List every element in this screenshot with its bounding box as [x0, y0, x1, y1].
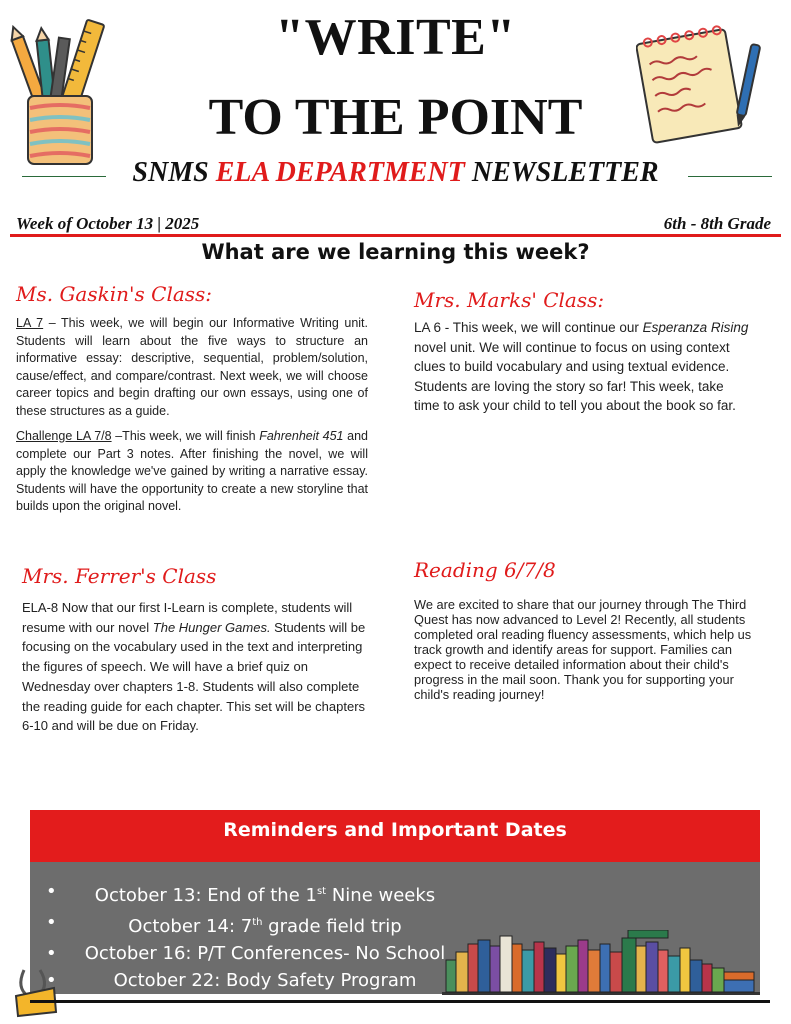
ferrer-book-title: The Hunger Games.	[152, 619, 271, 635]
gaskin-paragraph-1	[16, 315, 368, 420]
grade-range: 6th - 8th Grade	[663, 214, 771, 233]
challenge-text-a: –This week, we will finish	[111, 429, 260, 443]
right-decor-rule	[688, 176, 772, 177]
reminder-item: • October 22: Body Safety Program	[46, 967, 466, 994]
marks-text-b: novel unit. We will continue to focus on using context clues to build vocabulary and using textual evidence. Students are loving the story so far! This week, take time to ask your child to tell you about the book so far.	[414, 339, 736, 413]
footer-rule	[30, 1000, 770, 1003]
reminder-item: • October 13: End of the 1st Nine weeks	[46, 878, 466, 909]
newsletter-title-line1: "WRITE"	[275, 9, 516, 66]
binder-clip-icon	[10, 966, 60, 1018]
reminders-heading: Reminders and Important Dates	[30, 810, 760, 862]
challenge-label: Challenge LA 7/8	[16, 429, 112, 443]
challenge-book-title: Fahrenheit 451	[259, 429, 344, 443]
marks-text-a: LA 6 - This week, we will continue our	[414, 320, 643, 335]
subtitle-newsletter: NEWSLETTER	[471, 157, 659, 188]
la7-text: – This week, we will begin our Informative Writing unit. Students will learn about the five ways to structure an informative essay: descriptive, sequential, problem/solution, cause/effect, and compare/contrast. Next week, we will choose career topics and begin drafting our own essays, using one of these structures as a guide.	[16, 316, 368, 418]
gaskin-paragraph-2	[16, 428, 368, 516]
la7-label: LA 7	[16, 316, 44, 330]
challenge-text-b: and complete our Part 3 notes. After finishing the novel, we will apply the knowledge we've gained by writing a narrative essay. Students will have the opportunity to create a new storyline that builds upon the original novel.	[16, 429, 368, 513]
section-question: What are we learning this week?	[201, 240, 590, 264]
marks-book-title: Esperanza Rising	[642, 320, 749, 335]
newsletter-title-line2: TO THE POINT	[208, 89, 583, 146]
ferrer-text-a: ELA-8 Now that our first I-Learn is complete, students will resume with our novel	[22, 600, 353, 635]
week-date: Week of October 13 | 2025	[16, 214, 200, 233]
subtitle-school: SNMS	[132, 157, 209, 188]
marks-heading: Mrs. Marks' Class:	[414, 288, 605, 312]
ferrer-heading: Mrs. Ferrer's Class	[22, 564, 217, 588]
marks-paragraph	[414, 318, 750, 416]
gaskin-heading: Ms. Gaskin's Class:	[16, 282, 213, 306]
newsletter-subtitle	[0, 156, 791, 190]
reminder-item: • October 14: 7th grade field trip	[46, 909, 466, 940]
bookshelf-icon	[442, 930, 760, 996]
ferrer-text-b: Students will be focusing on the vocabulary used in the text and interpreting the figures of speech. We will have a brief quiz on Wednesday over chapters 1-8. Students will also complete the reading guide for each chapter. This set will be chapters 6-10 and will be due on Friday.	[22, 619, 366, 734]
subtitle-department: ELA DEPARTMENT	[215, 157, 465, 188]
left-decor-rule	[22, 176, 106, 177]
reading-paragraph: We are excited to share that our journey through The Third Quest has now advanced to Level 2! Recently, all students completed oral reading fluency assessments, which help us track growth and identify areas for support. Families can expect to receive detailed information about their child's progress in the mail soon. Thank you for supporting your child's reading journey!	[414, 597, 752, 702]
header-divider	[10, 234, 781, 237]
reminder-item: • October 16: P/T Conferences- No School	[46, 940, 466, 967]
reading-heading: Reading 6/7/8	[414, 558, 556, 582]
reminders-list	[46, 878, 466, 994]
ferrer-paragraph	[22, 598, 378, 736]
